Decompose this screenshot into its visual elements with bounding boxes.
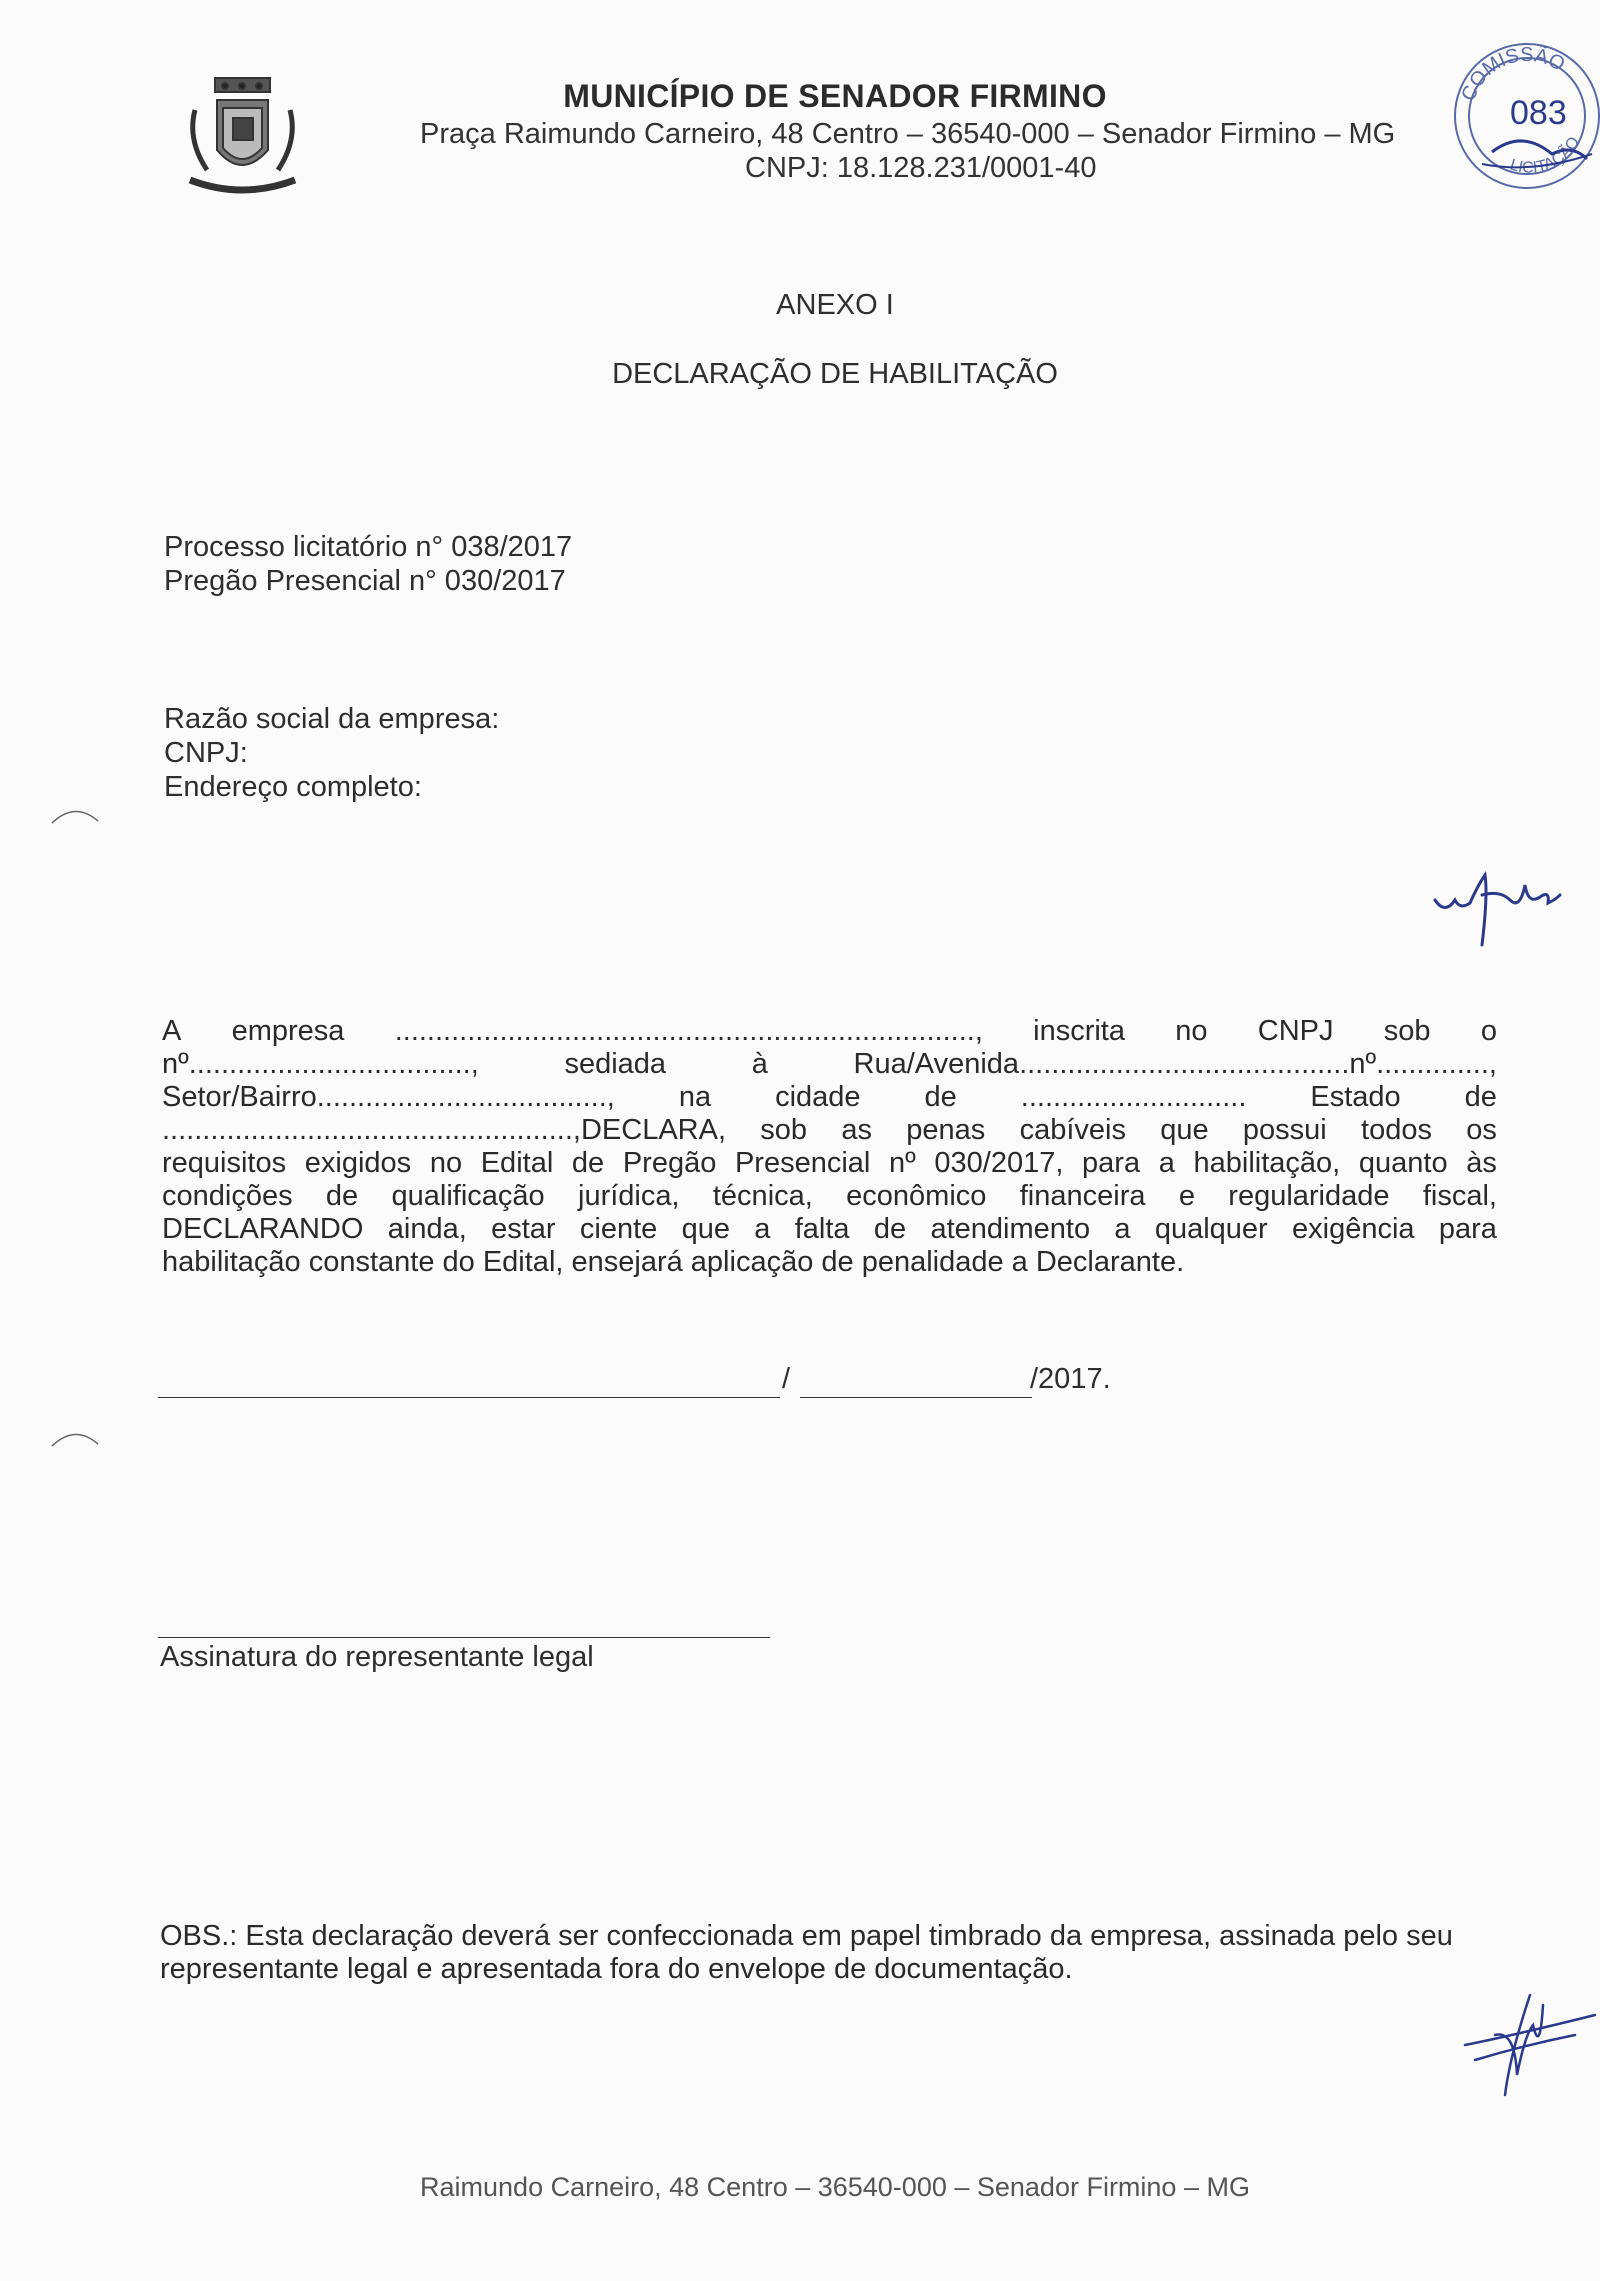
rubric-signature-icon <box>1430 855 1580 955</box>
stamp-number: 083 <box>1510 94 1567 132</box>
declaration-paragraph <box>162 1015 1497 1279</box>
declaration-line: condições de qualificação jurídica, técnica, econômico financeira e regularidade fiscal, <box>162 1180 1497 1212</box>
auction-number: Pregão Presencial n° 030/2017 <box>164 565 566 597</box>
cnpj-label: CNPJ: <box>164 737 248 769</box>
declaration-line: A empresa ........................................................................, inscrita no CNPJ sob o <box>162 1015 1497 1047</box>
rubric-signature-icon <box>1455 1975 1600 2105</box>
company-name-label: Razão social da empresa: <box>164 703 500 735</box>
declaration-line: ...................................................,DECLARA, sob as penas cabíveis que possui todos os <box>162 1114 1497 1146</box>
punch-hole-mark <box>50 1428 100 1448</box>
date-month-line <box>800 1397 1032 1398</box>
declaration-line: DECLARANDO ainda, estar ciente que a falta de atendimento a qualquer exigência para <box>162 1213 1497 1245</box>
date-day-line <box>158 1397 780 1398</box>
declaration-line-last: habilitação constante do Edital, ensejará aplicação de penalidade a Declarante. <box>162 1246 1185 1278</box>
header-cnpj: CNPJ: 18.128.231/0001-40 <box>745 152 1097 184</box>
address-label: Endereço completo: <box>164 771 422 803</box>
footer-address: Raimundo Carneiro, 48 Centro – 36540-000 – Senador Firmino – MG <box>420 2172 1250 2202</box>
declaration-line: Setor/Bairro...................................., na cidade de ............................ Estado de <box>162 1081 1497 1113</box>
declaration-line: requisitos exigidos no Edital de Pregão Presencial nº 030/2017, para a habilitação, quanto às <box>162 1147 1497 1179</box>
signature-line <box>158 1637 770 1638</box>
municipality-name: MUNICÍPIO DE SENADOR FIRMINO <box>563 78 1107 114</box>
observation-note: OBS.: Esta declaração deverá ser confeccionada em papel timbrado da empresa, assinada pelo seu representante legal e apresentada fora do envelope de documentação. <box>160 1920 1453 1985</box>
punch-hole-mark <box>50 805 100 825</box>
declaration-line: nº..................................., sediada à Rua/Avenida.........................................nº.............., <box>162 1048 1497 1080</box>
signature-label: Assinatura do representante legal <box>160 1641 594 1673</box>
date-year: /2017. <box>1030 1363 1111 1395</box>
stamp-top-text: COMISSÃO <box>1457 43 1569 105</box>
annex-label: ANEXO I <box>776 289 894 321</box>
official-stamp-icon <box>1432 24 1600 206</box>
document-title: DECLARAÇÃO DE HABILITAÇÃO <box>612 358 1058 390</box>
date-slash: / <box>782 1363 791 1395</box>
process-number: Processo licitatório n° 038/2017 <box>164 531 573 563</box>
header-address: Praça Raimundo Carneiro, 48 Centro – 36540-000 – Senador Firmino – MG <box>420 118 1396 150</box>
stamp-bottom-text: LICITAÇÃO <box>1507 134 1584 177</box>
